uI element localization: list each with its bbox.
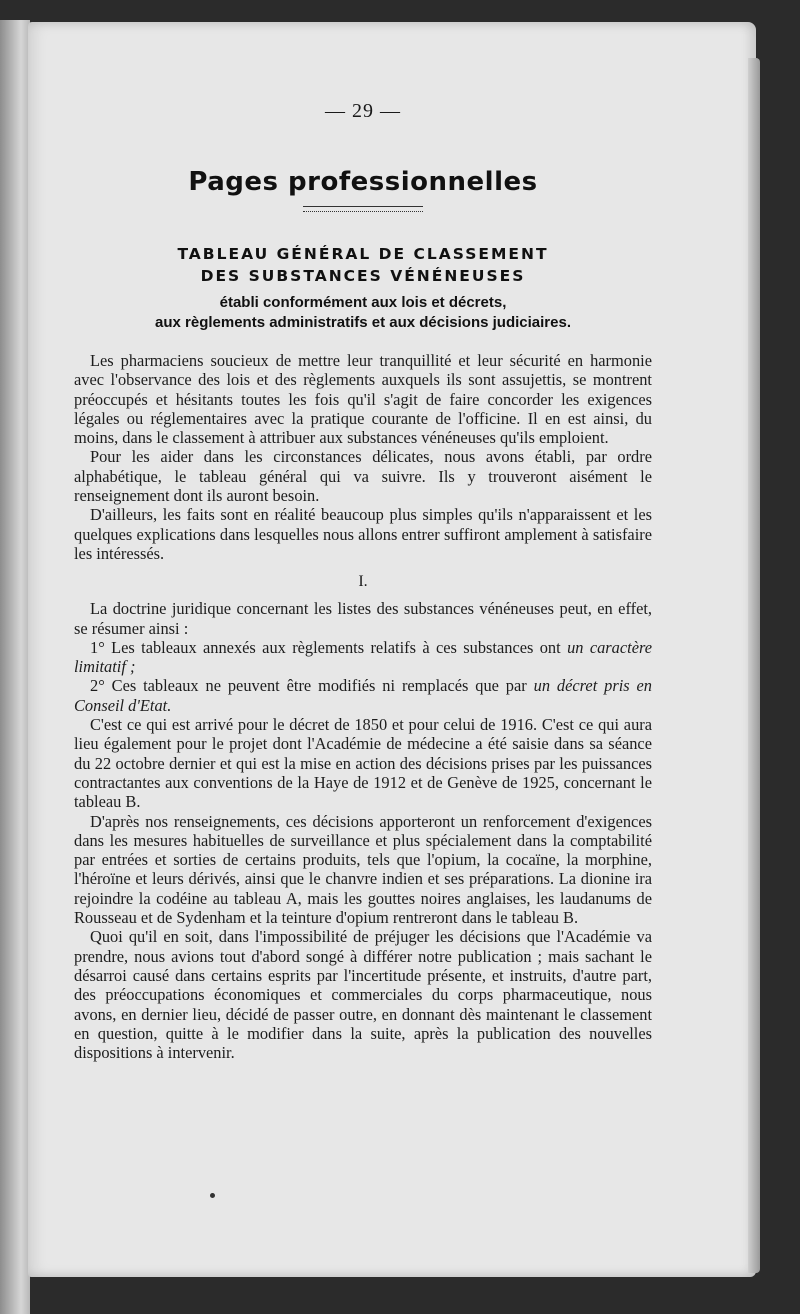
title-rule xyxy=(74,199,652,217)
paragraph: D'ailleurs, les faits sont en réalité beaucoup plus simples qu'ils n'apparaissent et les quelques explications dans lesquelles nous allons entrer suffiront amplement à satisfaire les intéressés. xyxy=(74,505,652,563)
paragraph: Les pharmaciens soucieux de mettre leur tranquillité et leur sécurité en harmonie avec l'observance des lois et des règlements auxquels ils sont assujettis, se montrent préoccupés et hésitants toutes les fois qu'il s'agit de faire concorder les exigences légales ou réglementaires avec la pratique courante de l'officine. Il en est ainsi, du moins, dans le classement à attribuer aux substances vénéneuses qu'ils emploient. xyxy=(74,351,652,448)
section-title: Pages professionnelles xyxy=(188,167,538,197)
subheading-line-1: établi conformément aux lois et décrets, xyxy=(219,294,507,311)
list-point-1 xyxy=(74,638,652,677)
list-point-1-text: 1° Les tableaux annexés aux règlements relatifs à ces substances ont xyxy=(90,637,561,657)
list-point-1-italic: un caractère limitatif ; xyxy=(74,637,653,677)
subheading xyxy=(74,293,652,333)
facing-page-edge xyxy=(0,20,30,1314)
subheading-line-2: aux règlements administratifs et aux décisions judiciaires. xyxy=(155,314,571,331)
paragraph: C'est ce qui est arrivé pour le décret de 1850 et pour celui de 1916. C'est ce qui aura lieu également pour le projet dont l'Académie de médecine a été saisie dans sa séance du 22 octobre dernier et qui est la mise en action des décisions prises par les puissances contractantes aux conventions de la Haye de 1912 et de Genève de 1925, concernant le tableau B. xyxy=(74,715,652,812)
main-heading-line-2: DES SUBSTANCES VÉNÉNEUSES xyxy=(200,267,526,285)
page-content xyxy=(74,100,652,1062)
page-number: — 29 — xyxy=(325,100,401,122)
main-heading-line-1: TABLEAU GÉNÉRAL DE CLASSEMENT xyxy=(177,245,549,263)
paragraph: Quoi qu'il en soit, dans l'impossibilité de préjuger les décisions que l'Académie va prendre, nous avions tout d'abord songé à différer notre publication ; mais sachant le désarroi causé dans certains esprits par l'incertitude présente, et instruits, d'autre part, des préoccupations économiques et commerciales du corps pharmaceutique, nous avons, en dernier lieu, décidé de passer outre, en donnant dès maintenant le classement en question, quitte à le modifier dans la suite, après la publication des nouvelles dispositions à intervenir. xyxy=(74,927,652,1063)
section-numeral: I. xyxy=(358,573,368,591)
list-point-2-italic: un décret pris en Conseil d'Etat. xyxy=(74,676,652,715)
list-point-2 xyxy=(74,676,652,715)
page-stack-edge xyxy=(748,58,760,1273)
paragraph: Pour les aider dans les circonstances délicates, nous avons établi, par ordre alphabétique, le tableau général qui va suivre. Ils y trouveront aisément le renseignement dont ils auront besoin. xyxy=(74,447,652,506)
ink-speck xyxy=(210,1193,215,1198)
list-point-2-text: 2° Ces tableaux ne peuvent être modifiés ni remplacés que par xyxy=(90,676,527,696)
paragraph: La doctrine juridique concernant les listes des substances vénéneuses peut, en effet, se résumer ainsi : xyxy=(74,599,652,638)
paragraph: D'après nos renseignements, ces décisions apporteront un renforcement d'exigences dans les mesures habituelles de surveillance et plus spécialement dans la comptabilité par entrées et sorties de certains produits, tels que l'opium, la cocaïne, la morphine, l'héroïne et leurs dérivés, ainsi que le chanvre indien et ses préparations. La dionine ira rejoindre la codéine au tableau A, mais les gouttes noires anglaises, les laudanums de Rousseau et de Sydenham et la teinture d'opium rentreront dans le tableau B. xyxy=(74,811,652,928)
main-heading xyxy=(74,243,652,287)
